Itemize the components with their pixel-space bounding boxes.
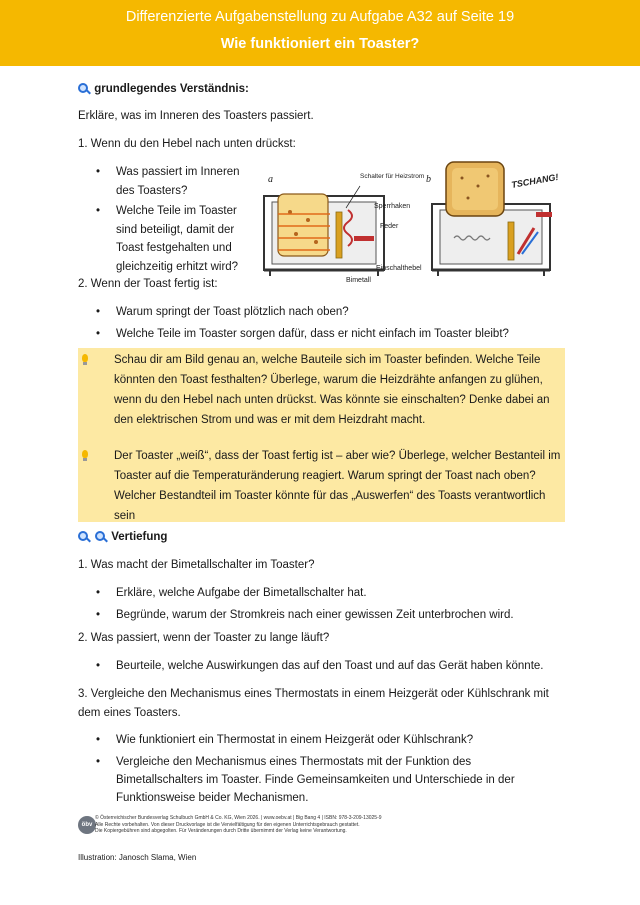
section-heading-advanced — [78, 528, 167, 546]
copyright-line: © Österreichischer Bundesverlag Schulbuch GmbH & Co. KG, Wien 2026. | www.oebv.at | Big Bang 4 | ISBN: 978-3-209-13025-9 — [95, 815, 382, 821]
header-title: Differenzierte Aufgabenstellung zu Aufgabe A32 auf Seite 19 — [125, 9, 515, 25]
hint-text-2: Der Toaster „weiß“, dass der Toast fertig ist – aber wie? Überlege, welcher Bestanteil im Toaster auf die Temperaturänderung reagiert. Warum springt der Toast nach oben? Welcher Bestandteil im Toaster könnte für das „Auswerfen“ des Toasts verantwortlich sein — [114, 450, 561, 522]
question-deep-3: 3. Vergleiche den Mechanismus eines Thermostats in einem Heizgerät oder Kühlschrank mit dem eines Toasters. — [78, 688, 549, 719]
list-item: • Welche Teile im Toaster sind beteiligt, damit der Toast festgehalten und gleichzeitig erhitzt wird? — [116, 202, 256, 276]
label-b: b — [426, 174, 431, 185]
label-schalter: Schalter für Heizstrom — [360, 173, 425, 180]
publisher-logo: öbv — [78, 816, 96, 834]
label-bimetall: Bimetall — [346, 277, 371, 284]
list-item: • Was passiert im Inneren des Toasters? — [116, 163, 256, 200]
question-2-bullets — [116, 303, 556, 343]
label-sperrhaken: Sperrhaken — [374, 203, 411, 210]
label-feder: Feder — [380, 223, 399, 230]
magnifier-icon — [78, 531, 88, 541]
toaster-illustration — [256, 150, 568, 285]
hint-text-1: Schau dir am Bild genau an, welche Bauteile sich im Toaster befinden. Welche Teile könnten den Toast festhalten? Überlege, warum die Heizdrähte anfangen zu glühen, wenn du den Hebel nach unten drückst. Was könnte sie einschalten? Denke dabei an den elektrischen Strom und was er mit dem Heizdraht macht. — [114, 354, 550, 426]
intro-text: Erkläre, was im Inneren des Toasters passiert. — [78, 110, 314, 122]
question-deep-1-bullets — [116, 584, 556, 624]
magnifier-icon — [78, 83, 88, 93]
label-a: a — [268, 174, 273, 185]
label-einschalthebel: Einschalthebel — [376, 265, 422, 272]
sound-effect: TSCHANG! — [510, 171, 560, 190]
list-item: • Vergleiche den Mechanismus eines Thermostats mit der Funktion des Bimetallschalters im Toaster. Finde Gemeinsamkeiten und Unterschiede in der Funktionsweise beider Mechanismen. — [116, 753, 561, 807]
magnifier-icon — [95, 531, 105, 541]
list-item: • Beurteile, welche Auswirkungen das auf den Toast und auf das Gerät haben könnte. — [116, 657, 556, 675]
header-subtitle: Wie funktioniert ein Toaster? — [220, 36, 420, 52]
illustration-credit: Illustration: Janosch Slama, Wien — [78, 853, 197, 862]
section-heading-basic — [78, 80, 249, 98]
question-1: 1. Wenn du den Hebel nach unten drückst: — [78, 138, 296, 150]
list-item: • Wie funktioniert ein Thermostat in einem Heizgerät oder Kühlschrank? — [116, 731, 561, 749]
question-deep-1: 1. Was macht der Bimetallschalter im Toaster? — [78, 559, 315, 571]
section-heading-label: Vertiefung — [111, 531, 168, 543]
list-item: • Erkläre, welche Aufgabe der Bimetallschalter hat. — [116, 584, 556, 602]
list-item: • Warum springt der Toast plötzlich nach oben? — [116, 303, 556, 321]
section-heading-label: grundlegendes Verständnis: — [94, 83, 249, 95]
question-deep-2-bullets — [116, 657, 556, 675]
question-1-bullets — [116, 163, 256, 276]
fees-line: Die Kopiergebühren sind abgegolten. Für Veränderungen durch Dritte übernimmt der Verlag keine Verantwortung. — [95, 828, 347, 834]
page-header — [0, 0, 640, 66]
question-deep-3-bullets — [116, 731, 561, 807]
list-item: • Begründe, warum der Stromkreis nach einer gewissen Zeit unterbrochen wird. — [116, 606, 556, 624]
lightbulb-icon — [82, 354, 88, 362]
question-deep-2: 2. Was passiert, wenn der Toaster zu lange läuft? — [78, 632, 330, 644]
rights-line: Alle Rechte vorbehalten. Von dieser Druckvorlage ist die Vervielfältigung für den eigenen Unterrichtsgebrauch gestattet. — [95, 822, 360, 828]
question-2: 2. Wenn der Toast fertig ist: — [78, 278, 218, 290]
list-item: • Welche Teile im Toaster sorgen dafür, dass er nicht einfach im Toaster bleibt? — [116, 325, 556, 343]
lightbulb-icon — [82, 450, 88, 458]
